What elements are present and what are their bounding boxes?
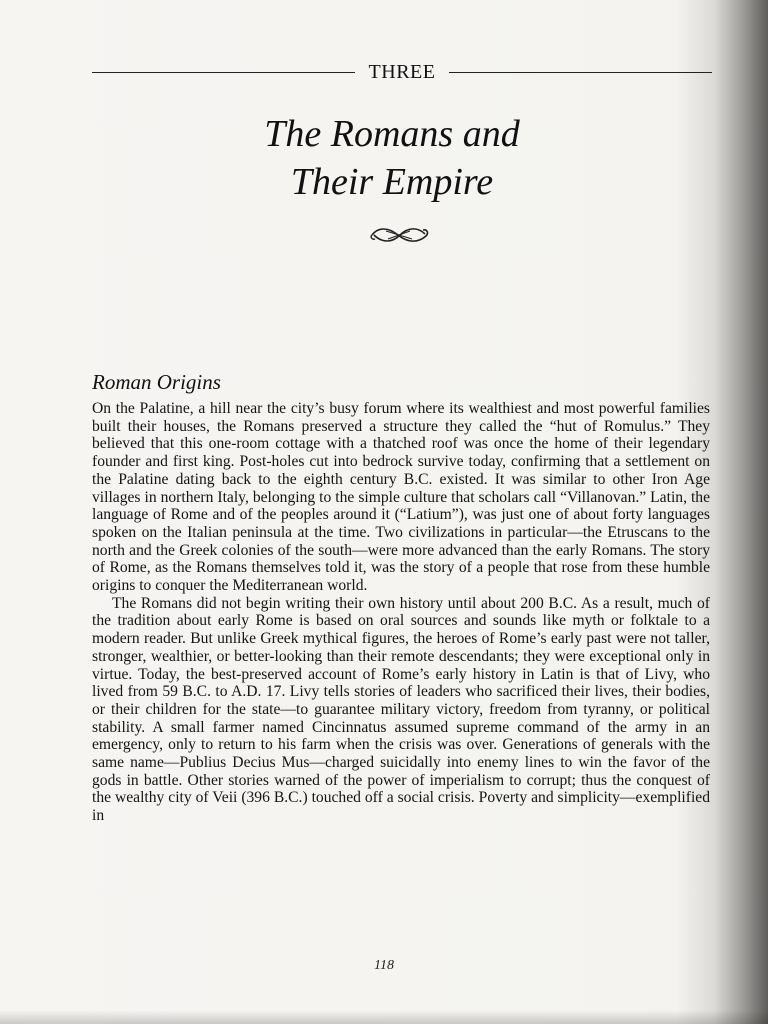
- chapter-header: [92, 62, 712, 82]
- chapter-title-line-2: Their Empire: [290, 161, 494, 203]
- section-heading: Roman Origins: [92, 370, 221, 394]
- chapter-title: [92, 110, 692, 206]
- body-text: [92, 400, 710, 825]
- chapter-title-line-1: The Romans and: [264, 113, 520, 155]
- page-number: 118: [374, 958, 394, 973]
- fleuron-ornament-icon: [368, 224, 432, 246]
- page-edge-shadow: [0, 1010, 768, 1024]
- chapter-rule-right: [449, 72, 712, 73]
- chapter-label: THREE: [368, 60, 436, 83]
- chapter-rule-left: [92, 72, 355, 73]
- paragraph-2: The Romans did not begin writing their own history until about 200 B.C. As a result, much of the tradition about early Rome is based on oral sources and sounds like myth or folktale to a modern reader. But unlike Greek mythical figures, the heroes of Rome’s early past were not taller, stronger, wealthier, or better-looking than their remote descendants; they were exceptional only in virtue. Today, the best-preserved account of Rome’s early history in Latin is that of Livy, who lived from 59 B.C. to A.D. 17. Livy tells stories of leaders who sacrificed their lives, their bodies, or their children for the state—to guarantee military victory, freedom from tyranny, or political stability. A small farmer named Cincinnatus assumed supreme command of the army in an emergency, only to return to his farm when the crisis was over. Generations of generals with the same name—Publius Decius Mus—charged suicidally into enemy lines to win the favor of the gods in battle. Other stories warned of the power of imperialism to corrupt; thus the conquest of the wealthy city of Veii (396 B.C.) touched off a social crisis. Poverty and simplicity—exemplified in: [92, 594, 710, 825]
- paragraph-1: On the Palatine, a hill near the city’s busy forum where its wealthiest and most powerful families built their houses, the Romans preserved a structure they called the “hut of Romulus.” They believed that this one-room cottage with a thatched roof was once the home of their legendary founder and first king. Post-holes cut into bedrock survive today, confirming that a settlement on the Palatine dating back to the eighth century B.C. existed. It was similar to other Iron Age villages in northern Italy, belonging to the simple culture that scholars call “Villanovan.” Latin, the language of Rome and of the peoples around it (“Latium”), was just one of about forty languages spoken on the Italian peninsula at the time. Two civilizations in particular—the Etruscans to the north and the Greek colonies of the south—were more advanced than the early Romans. The story of Rome, as the Romans themselves told it, was the story of a people that rose from these humble origins to conquer the Mediterranean world.: [92, 400, 710, 595]
